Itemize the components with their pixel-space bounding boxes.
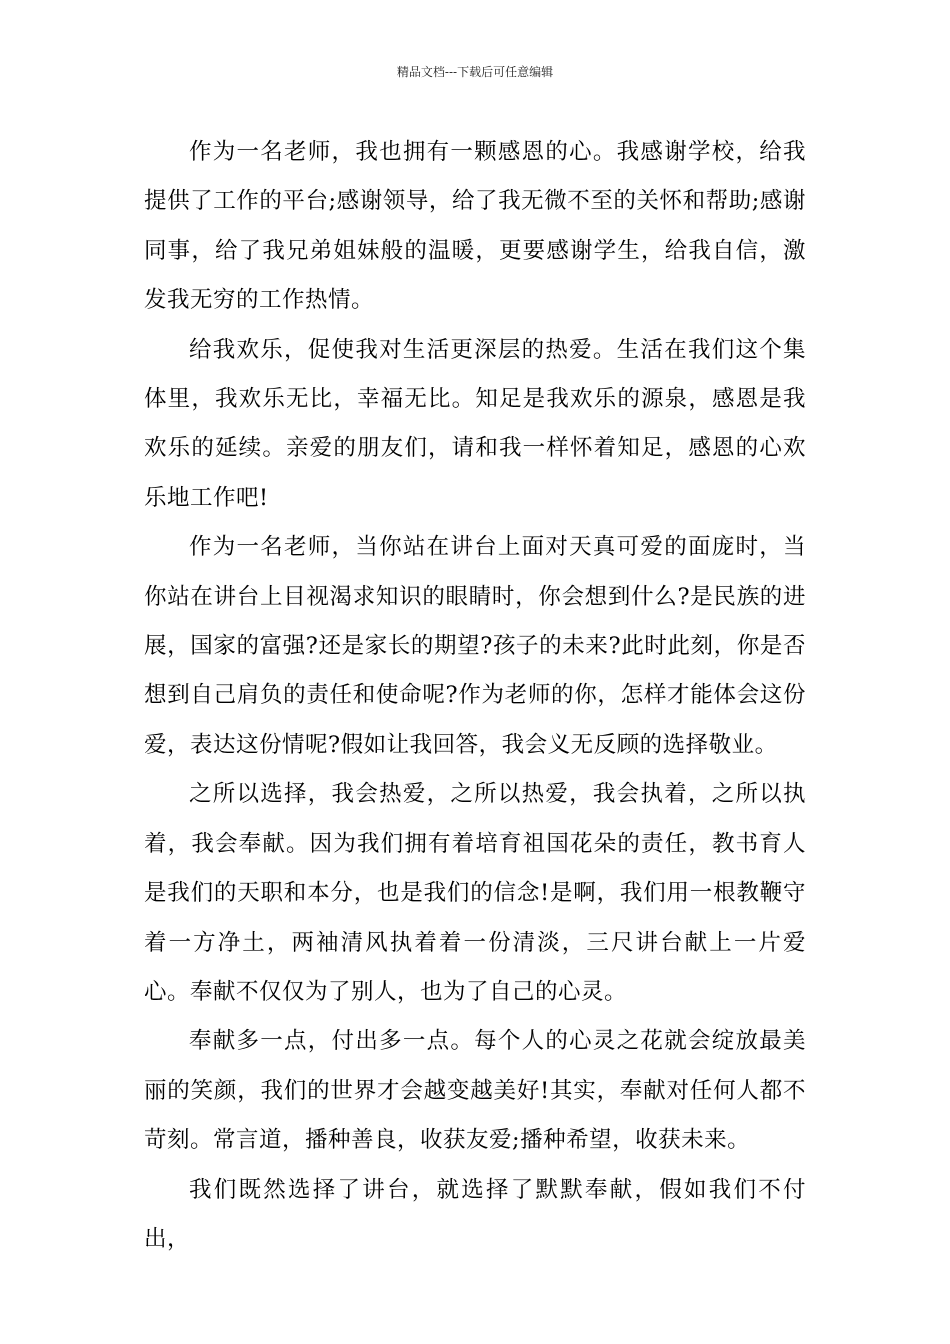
paragraph-6: 我们既然选择了讲台，就选择了默默奉献，假如我们不付出，: [144, 1176, 806, 1252]
paragraph-5: 奉献多一点，付出多一点。每个人的心灵之花就会绽放最美丽的笑颜，我们的世界才会越变越美好!其实，奉献对任何人都不苛刻。常言道，播种善良，收获友爱;播种希望，收获未来。: [144, 1028, 806, 1154]
document-body: [144, 128, 806, 1264]
paragraph-2: 给我欢乐，促使我对生活更深层的热爱。生活在我们这个集体里，我欢乐无比，幸福无比。知足是我欢乐的源泉，感恩是我欢乐的延续。亲爱的朋友们，请和我一样怀着知足，感恩的心欢乐地工作吧!: [144, 336, 806, 511]
paragraph-1: 作为一名老师，我也拥有一颗感恩的心。我感谢学校，给我提供了工作的平台;感谢领导，给了我无微不至的关怀和帮助;感谢同事，给了我兄弟姐妹般的温暖，更要感谢学生，给我自信，激发我无穷的工作热情。: [144, 139, 806, 314]
page-header: 精品文档---下载后可任意编辑: [396, 65, 554, 79]
paragraph-3: 作为一名老师，当你站在讲台上面对天真可爱的面庞时，当你站在讲台上目视渴求知识的眼睛时，你会想到什么?是民族的进展，国家的富强?还是家长的期望?孩子的未来?此时此刻，你是否想到自己肩负的责任和使命呢?作为老师的你，怎样才能体会这份爱，表达这份情呢?假如让我回答，我会义无反顾的选择敬业。: [144, 534, 806, 758]
paragraph-4: 之所以选择，我会热爱，之所以热爱，我会执着，之所以执着，我会奉献。因为我们拥有着培育祖国花朵的责任，教书育人是我们的天职和本分，也是我们的信念!是啊，我们用一根教鞭守着一方净土，两袖清风执着着一份清淡，三尺讲台献上一片爱心。奉献不仅仅为了别人，也为了自己的心灵。: [144, 781, 806, 1005]
